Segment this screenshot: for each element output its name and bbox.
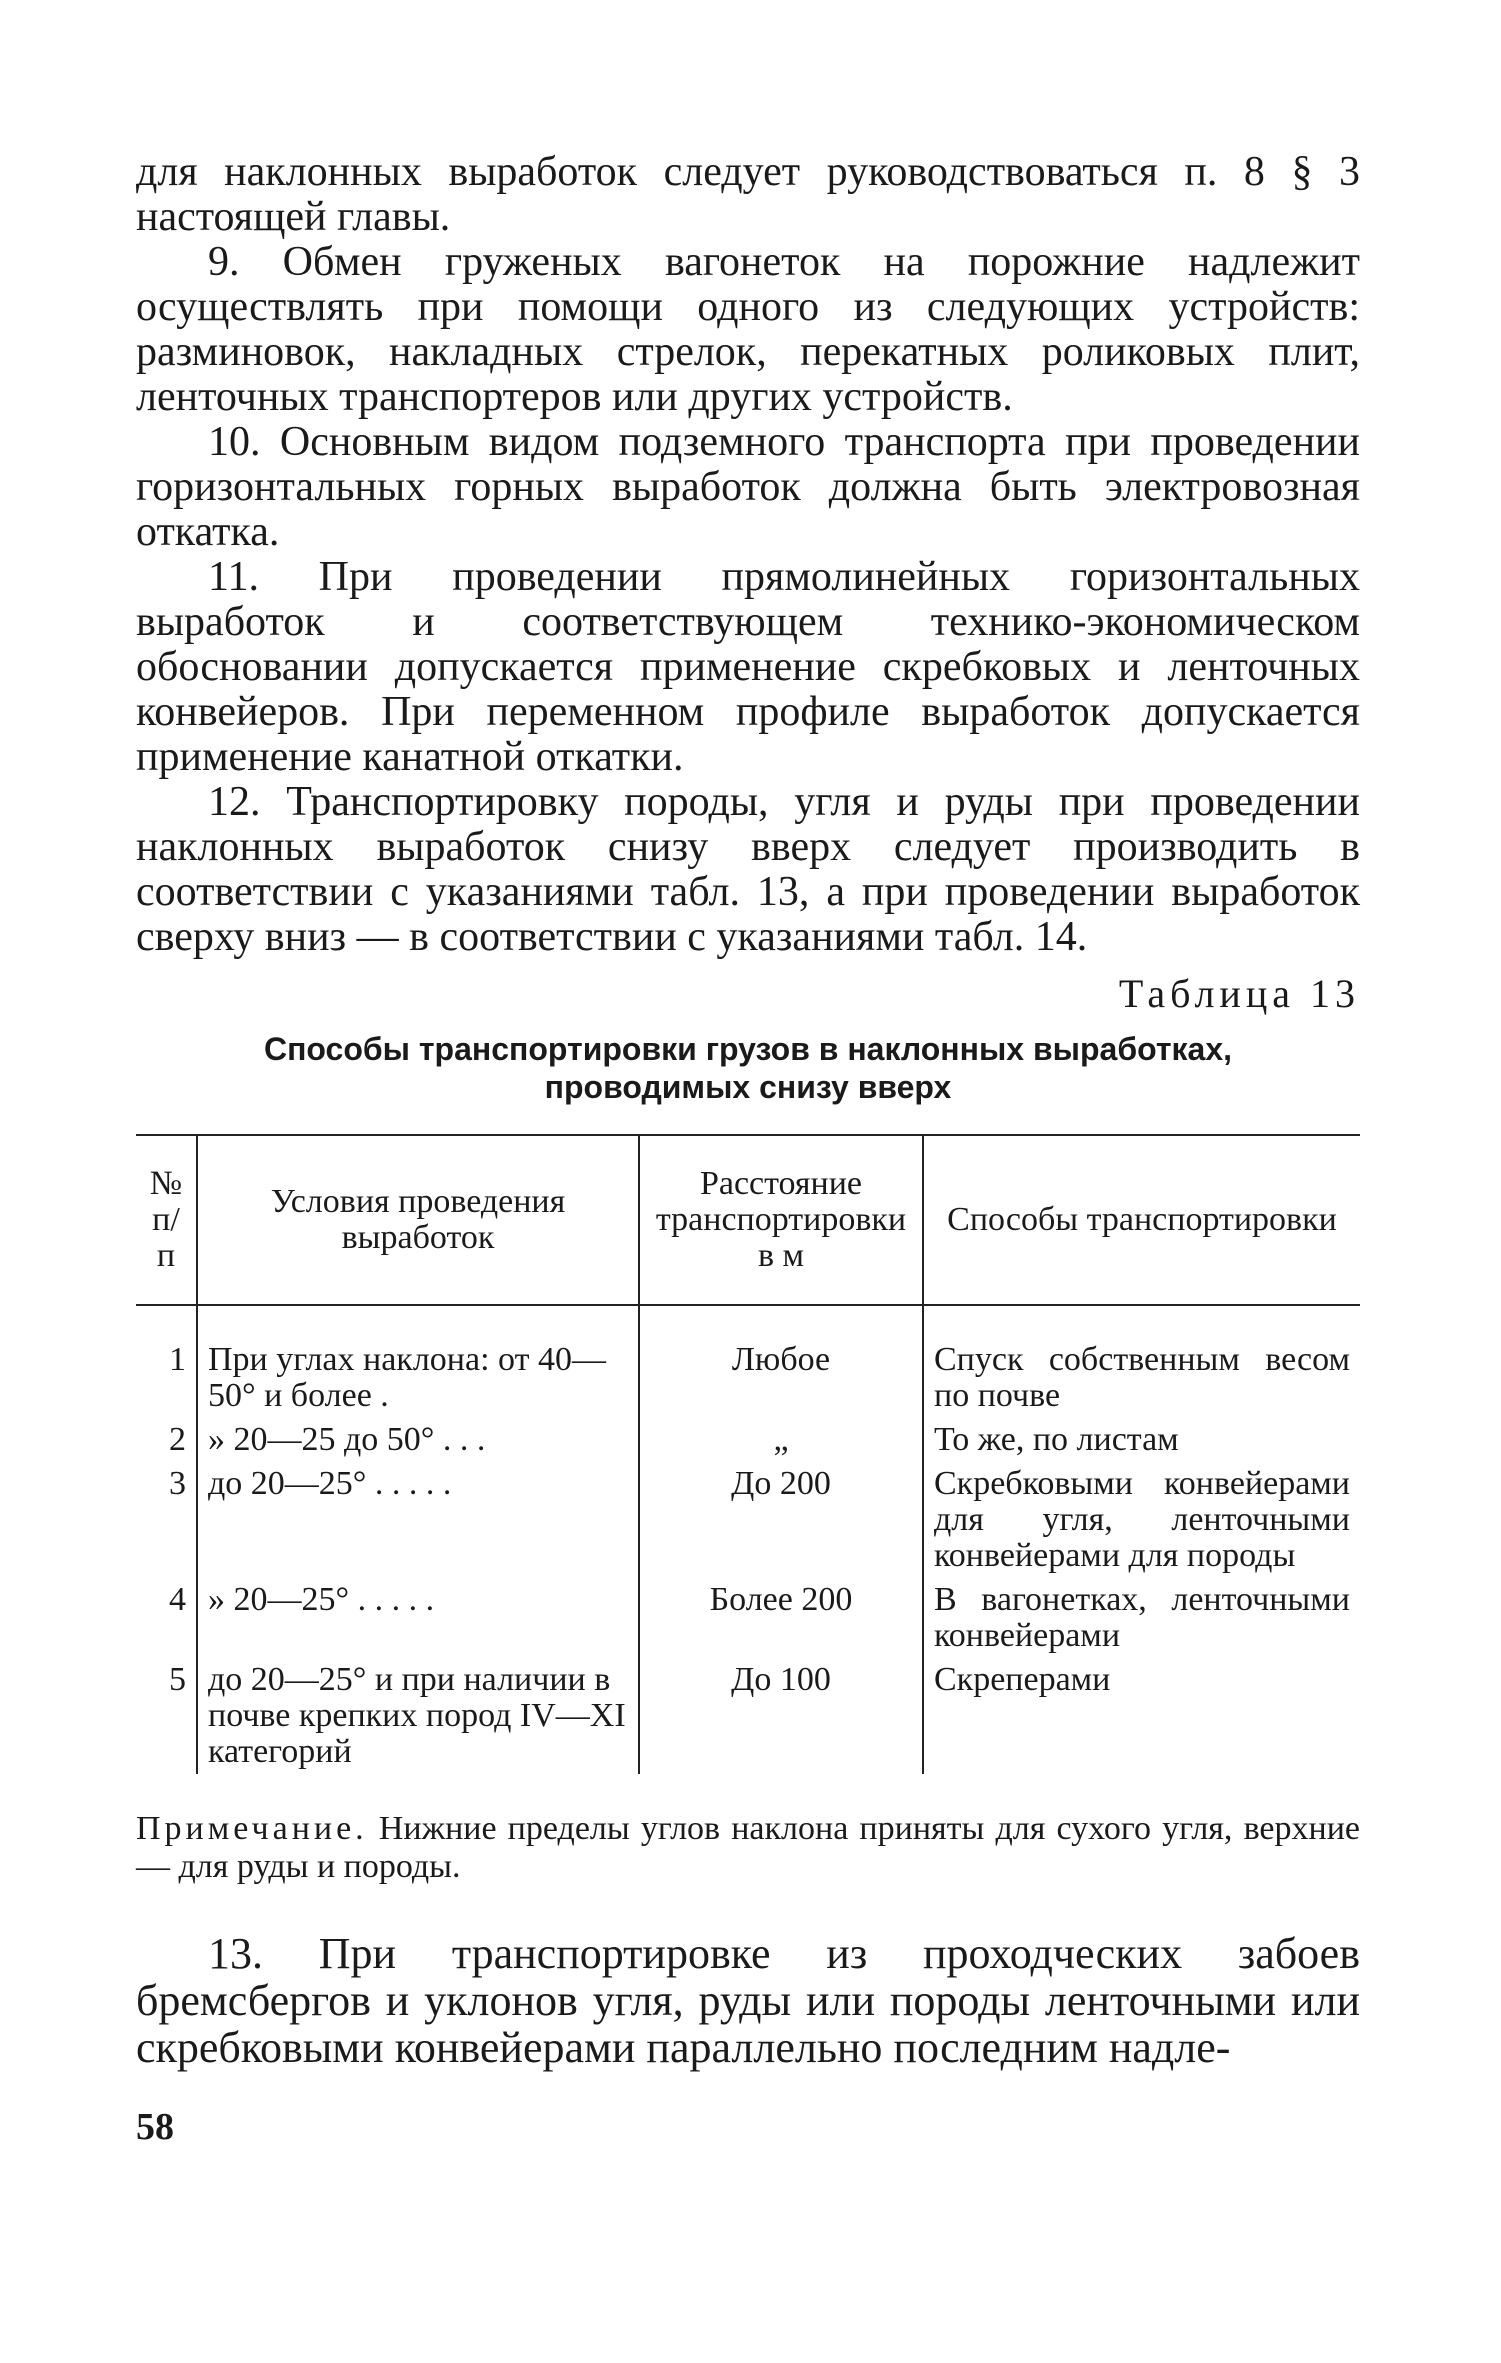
row-methods: Скреперами <box>923 1658 1360 1774</box>
paragraph-9: 9. Обмен груженых вагонеток на порожние надлежит осуществлять при помощи одного из следующих устройств: разминовок, накладных стрелок, перекатных роликовых плит, ленточных транспортеров или других устройств. <box>136 239 1360 420</box>
row-number: 2 <box>169 1421 186 1458</box>
row-conditions: » 20—25° . . . . . <box>197 1578 639 1658</box>
row-distance: До 200 <box>639 1462 923 1578</box>
table-note <box>136 1810 1360 1886</box>
row-number: 4 <box>169 1581 186 1618</box>
transport-methods-table <box>136 1134 1360 1774</box>
row-methods: То же, по листам <box>923 1418 1360 1462</box>
paragraph-10: 10. Основным видом подземного транспорта при проведении горизонтальных горных выработок должна быть электровозная откатка. <box>136 419 1360 555</box>
table-title-line-1: Способы транспортировки грузов в наклонных выработках, <box>263 1031 1232 1067</box>
paragraph-13: 13. При транспортировке из проходческих забоев бремсбергов и уклонов угля, руды или породы ленточными или скребковыми конвейерами параллельно последним надле- <box>136 1929 1360 2072</box>
row-distance: „ <box>639 1418 923 1462</box>
row-distance: Более 200 <box>639 1578 923 1658</box>
table-title-line-2: проводимых снизу вверх <box>544 1069 952 1105</box>
table-header-row <box>136 1135 1360 1305</box>
header-distance: Расстояние транспортировки в м <box>639 1135 923 1305</box>
row-conditions: » 20—25 до 50° . . . <box>197 1418 639 1462</box>
row-conditions: до 20—25° и при наличии в почве крепких пород IV—XI категорий <box>197 1658 639 1774</box>
table-row <box>136 1658 1360 1774</box>
table-row <box>136 1418 1360 1462</box>
row-number: 3 <box>169 1465 186 1502</box>
paragraph-12: 12. Транспортировку породы, угля и руды при проведении наклонных выработок снизу вверх следует производить в соответствии с указаниями табл. 13, а при проведении выработок сверху вниз — в соответствии с указаниями табл. 14. <box>136 779 1360 960</box>
header-methods: Способы транспортировки <box>923 1135 1360 1305</box>
row-number: 5 <box>169 1661 186 1698</box>
row-methods: Спуск собственным весом по почве <box>923 1305 1360 1418</box>
row-methods: В вагонетках, ленточными конвейерами <box>923 1578 1360 1658</box>
row-number: 1 <box>169 1341 186 1378</box>
row-conditions: При углах наклона: от 40—50° и более . <box>197 1305 639 1418</box>
table-row <box>136 1305 1360 1418</box>
row-methods: Скребковыми конвейерами для угля, ленточными конвейерами для породы <box>923 1462 1360 1578</box>
paragraph-continuation: для наклонных выработок следует руководствоваться п. 8 § 3 настоящей главы. <box>136 149 1360 240</box>
row-distance: Любое <box>639 1305 923 1418</box>
page-number: 58 <box>136 2106 174 2148</box>
document-page <box>136 150 1360 2149</box>
row-distance: До 100 <box>639 1658 923 1774</box>
header-conditions: Условия проведения выработок <box>197 1135 639 1305</box>
table-title <box>136 1030 1360 1106</box>
table-row <box>136 1462 1360 1578</box>
note-label: Примечание. <box>136 1810 368 1847</box>
note-text: Нижние пределы углов наклона приняты для сухого угля, верхние — для руды и породы. <box>136 1810 1360 1885</box>
paragraph-11: 11. При проведении прямолинейных горизонтальных выработок и соответствующем технико-экономическом обосновании допускается применение скребковых и ленточных конвейеров. При переменном профиле выработок допускается применение канатной откатки. <box>136 554 1360 780</box>
row-conditions: до 20—25° . . . . . <box>197 1462 639 1578</box>
header-number: № п/п <box>136 1135 197 1305</box>
table-row <box>136 1578 1360 1658</box>
table-number: Таблица 13 <box>1118 971 1360 1016</box>
